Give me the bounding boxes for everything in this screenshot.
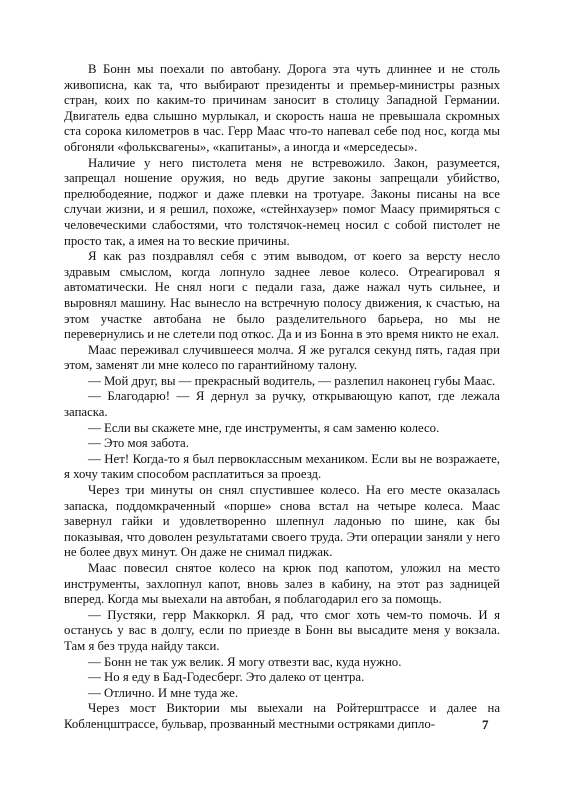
dialogue-line: — Но я еду в Бад-Годесберг. Это далеко от центра. — [88, 670, 365, 685]
paragraph: Я как раз поздравлял себя с этим выводом, от коего за версту несло здравым смыслом, когда лопнуло заднее левое колесо. Отреагировал я автоматически. Не снял ноги с педали газа, даже нажал чуть сильнее, и выровнял машину. Нас вынесло на встречную полосу движения, к счастью, на этом участке автобана не было разделительного барьера, но мы не перевернулись и не слетели под откос. Да и из Бонна в это время никто не ехал. — [64, 249, 500, 342]
paragraph: Наличие у него пистолета меня не встревожило. Закон, разумеется, запрещал ношение оружия, но ведь другие законы запрещали убийство, прелюбодеяние, поджог и даже плевки на тротуаре. Законы писаны на все случаи жизни, и я решил, похоже, «стейнхаузер» помог Маасу примиряться с человеческими слабостями, что толстячок-немец носил с собой пистолет не просто так, а имея на то веские причины. — [64, 155, 500, 248]
dialogue-line: — Это моя забота. — [88, 436, 189, 451]
dialogue-line: — Отлично. И мне туда же. — [88, 685, 239, 700]
paragraph: Через мост Виктории мы выехали на Ройтерштрассе и далее на Кобленцштрассе, бульвар, прозванный местными остряками дипло- — [64, 701, 500, 731]
dialogue-line: — Пустяки, герр Маккоркл. Я рад, что смог хоть чем-то помочь. И я останусь у вас в долгу, если по приезде в Бонн вы высадите меня у вокзала. Там я без труда найду такси. — [64, 607, 500, 653]
dialogue-line: — Бонн не так уж велик. Я могу отвезти вас, куда нужно. — [88, 654, 402, 669]
dialogue-line: — Нет! Когда-то я был первоклассным механиком. Если вы не возражаете, я хочу таким способом расплатиться за проезд. — [64, 451, 500, 482]
dialogue-line: — Мой друг, вы — прекрасный водитель, — разлепил наконец губы Маас. — [88, 373, 496, 388]
paragraph: Маас повесил снятое колесо на крюк под капотом, уложил на место инструменты, захлопнул капот, вновь залез в кабину, на этот раз задницей вперед. Когда мы выехали на автобан, я поблагодарил его за помощь. — [64, 561, 500, 607]
dialogue-line: — Если вы скажете мне, где инструменты, я сам заменю колесо. — [88, 420, 440, 435]
page-number: 7 — [482, 717, 489, 732]
dialogue-line: — Благодарю! — Я дернул за ручку, открывающую капот, где лежала запаска. — [64, 389, 500, 420]
body-text — [64, 62, 500, 733]
paragraph: В Бонн мы поехали по автобану. Дорога эта чуть длиннее и не столь живописна, как та, что выбирают президенты и премьер-министры разных стран, коих по каким-то причинам заносит в столицу Западной Германии. Двигатель едва слышно мурлыкал, и скорость наша не превышала скромных ста сорока километров в час. Герр Маас что-то напевал себе под нос, когда мы обгоняли «фольксвагены», «капитаны», а иногда и «мерседесы». — [64, 62, 500, 154]
paragraph: Через три минуты он снял спустившее колесо. На его месте оказалась запаска, поддомкраченный «порше» снова встал на четыре колеса. Маас завернул гайки и удовлетворенно шлепнул ладонью по шине, как бы показывая, что доволен результатами своего труда. Эти операции заняли у него не более двух минут. Он даже не снимал пиджак. — [64, 483, 500, 560]
paragraph: Маас переживал случившееся молча. Я же ругался секунд пять, гадая при этом, заменят ли мне колесо по гарантийному талону. — [64, 342, 500, 373]
